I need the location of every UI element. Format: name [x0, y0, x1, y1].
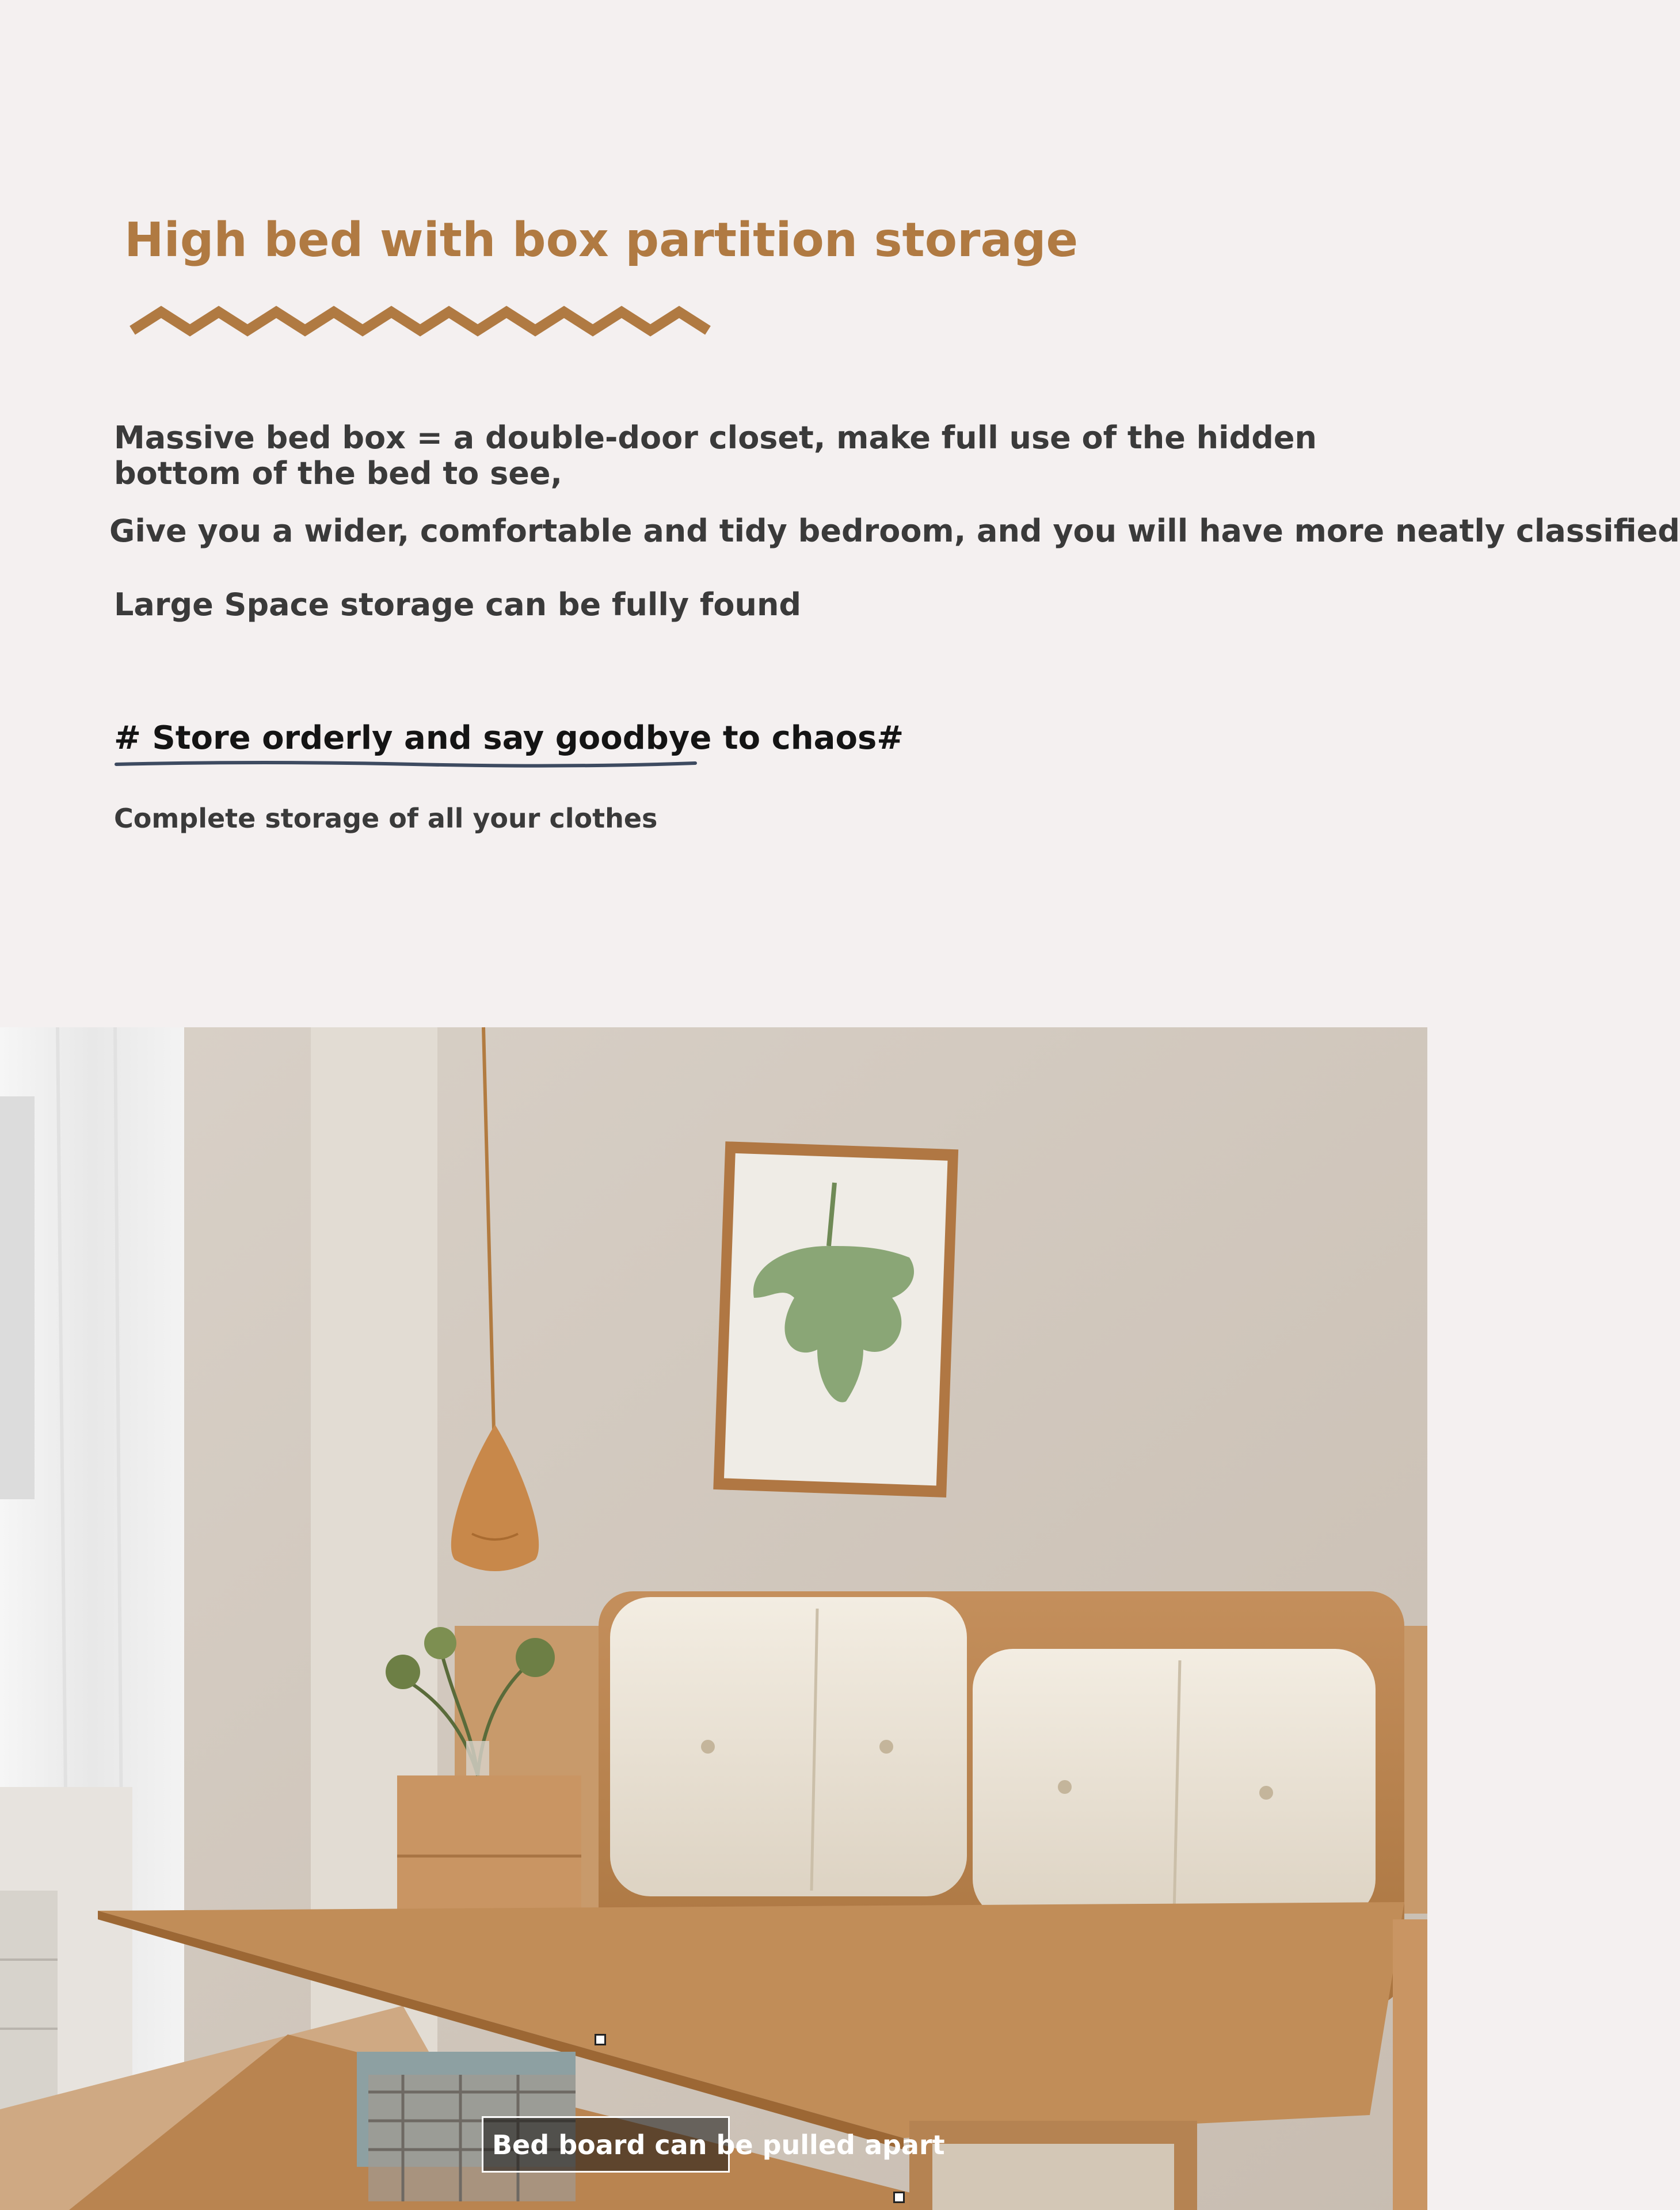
page-title: High bed with box partition storage	[124, 213, 1079, 268]
section-subheading: # Store orderly and say goodbye to chaos#	[114, 719, 904, 757]
selection-handle[interactable]	[595, 2034, 606, 2045]
intro-paragraph-2: Give you a wider, comfortable and tidy bedroom, and you will have more neatly classified	[109, 513, 1680, 549]
intro-paragraph-3: Large Space storage can be fully found	[114, 586, 802, 623]
headboard-cushion-left	[610, 1597, 967, 1896]
intro-line-1b: bottom of the bed to see,	[114, 455, 562, 491]
intro-paragraph-1	[114, 420, 1317, 491]
photo-caption: Bed board can be pulled apart	[492, 2129, 945, 2161]
selection-handle[interactable]	[893, 2192, 905, 2203]
zigzag-divider	[127, 304, 714, 338]
section-note: Complete storage of all your clothes	[114, 803, 658, 834]
subheading-underline	[114, 759, 707, 770]
intro-line-1: Massive bed box = a double-door closet, make full use of the hidden	[114, 420, 1317, 456]
bedroom-photo	[0, 1027, 1427, 2210]
